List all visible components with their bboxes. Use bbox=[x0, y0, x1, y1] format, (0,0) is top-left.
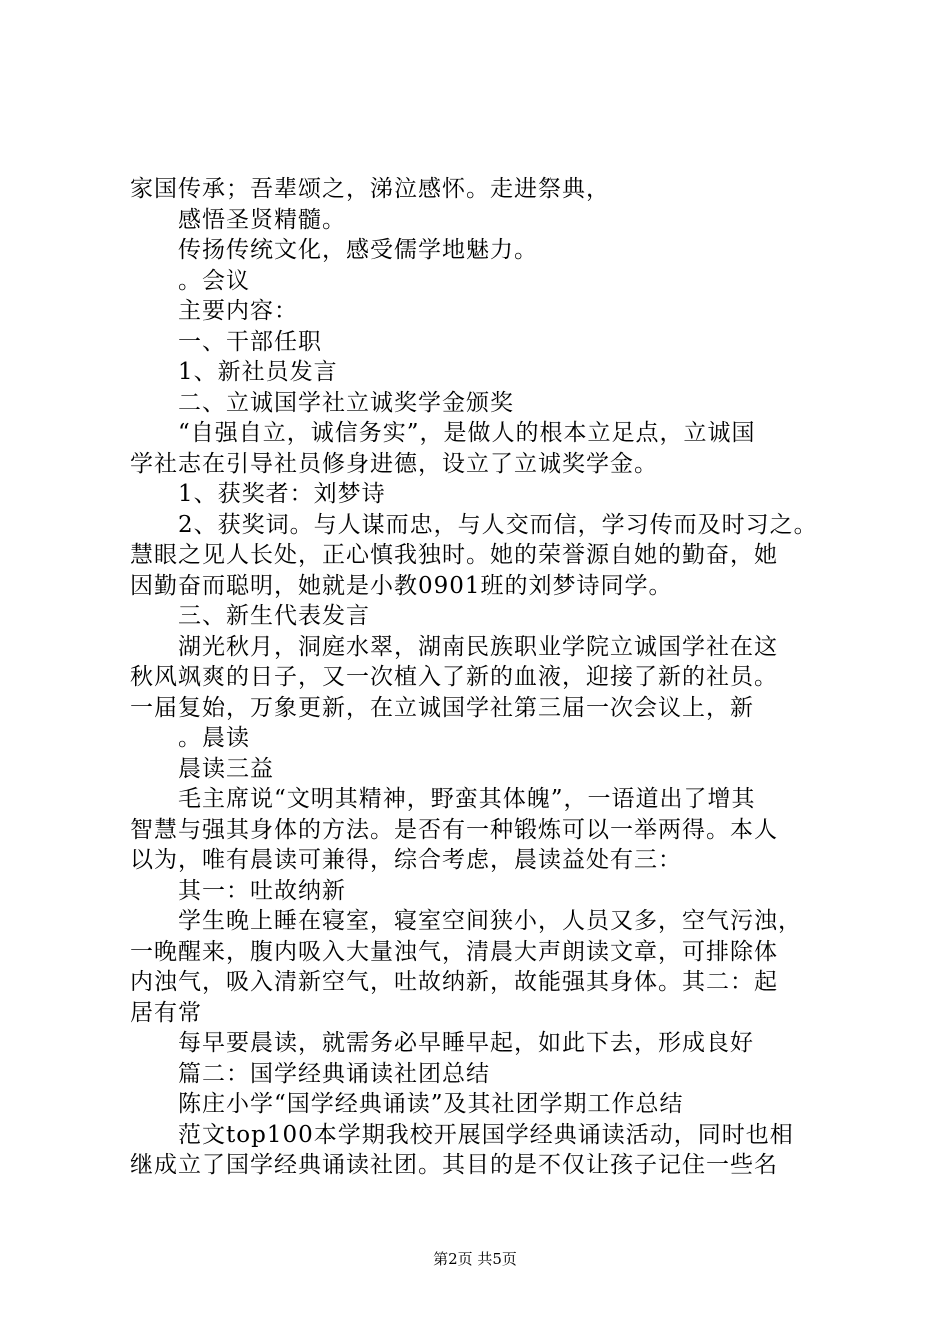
text-line: 因勤奋而聪明，她就是小教0901班的刘梦诗同学。 bbox=[130, 572, 673, 599]
text-line: 二、立诚国学社立诚奖学金颁奖 bbox=[178, 389, 514, 416]
text-line: 湖光秋月，洞庭水翠，湖南民族职业学院立诚国学社在这 bbox=[178, 633, 778, 660]
text-line: 毛主席说“文明其精神，野蛮其体魄”，一语道出了增其 bbox=[178, 786, 756, 812]
text-line: 秋风飒爽的日子，又一次植入了新的血液，迎接了新的社员。 bbox=[130, 664, 778, 690]
text-line: 2、获奖词。与人谋而忠，与人交而信，学习传而及时习之。 bbox=[178, 511, 818, 538]
text-line: 晨读三益 bbox=[178, 755, 274, 782]
text-line: 范文top100本学期我校开展国学经典诵读活动，同时也相 bbox=[178, 1121, 794, 1148]
page-footer: 第2页 共5页 bbox=[433, 1250, 517, 1268]
text-line: 主要内容： bbox=[178, 298, 298, 324]
text-line: 传扬传统文化，感受儒学地魅力。 bbox=[178, 237, 538, 263]
text-line: 智慧与强其身体的方法。是否有一种锻炼可以一举两得。本人 bbox=[130, 816, 778, 843]
text-line: 1、获奖者：刘梦诗 bbox=[178, 481, 386, 507]
text-line: 内浊气，吸入清新空气，吐故纳新，故能强其身体。其二：起 bbox=[130, 969, 778, 995]
text-line: 学社志在引导社员修身进德，设立了立诚奖学金。 bbox=[130, 450, 658, 477]
text-line: 。晨读 bbox=[178, 725, 250, 751]
text-line: 每早要晨读，就需务必早睡早起，如此下去，形成良好 bbox=[178, 1030, 754, 1056]
text-line: 以为，唯有晨读可兼得，综合考虑，晨读益处有三： bbox=[130, 847, 682, 873]
text-line: 家国传承；吾辈颂之，涕泣感怀。走进祭典， bbox=[130, 176, 610, 202]
text-line: 其一：吐故纳新 bbox=[178, 877, 346, 904]
text-line: 慧眼之见人长处，正心慎我独时。她的荣誉源自她的勤奋，她 bbox=[130, 542, 778, 568]
text-line: 篇二：国学经典诵读社团总结 bbox=[178, 1060, 490, 1087]
text-line: 继成立了国学经典诵读社团。其目的是不仅让孩子记住一些名 bbox=[130, 1152, 778, 1178]
text-line: 居有常 bbox=[130, 999, 202, 1026]
text-line: 一届复始，万象更新，在立诚国学社第三届一次会议上，新 bbox=[130, 694, 754, 721]
text-line: 一晚醒来，腹内吸入大量浊气，清晨大声朗读文章，可排除体 bbox=[130, 938, 778, 965]
text-line: 。会议 bbox=[178, 267, 250, 294]
text-line: 1、新社员发言 bbox=[178, 359, 338, 385]
text-line: 感悟圣贤精髓。 bbox=[178, 206, 346, 233]
text-line: 陈庄小学“国学经典诵读”及其社团学期工作总结 bbox=[178, 1091, 684, 1117]
text-line: “自强自立，诚信务实”，是做人的根本立足点，立诚国 bbox=[178, 420, 756, 446]
text-line: 一、干部任职 bbox=[178, 328, 322, 355]
text-line: 学生晚上睡在寝室，寝室空间狭小，人员又多，空气污浊， bbox=[178, 908, 802, 934]
document-body bbox=[130, 174, 840, 1181]
text-line: 三、新生代表发言 bbox=[178, 603, 370, 629]
